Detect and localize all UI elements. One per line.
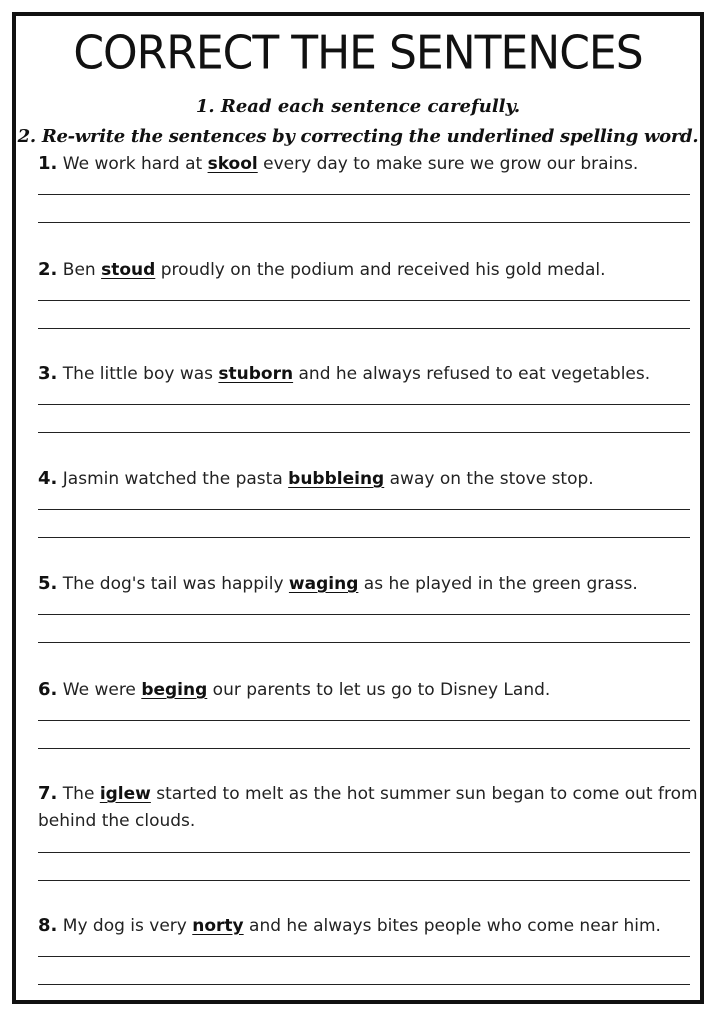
writing-line[interactable] bbox=[38, 880, 690, 881]
misspelled-word: bubbleing bbox=[288, 469, 385, 489]
writing-line[interactable] bbox=[38, 614, 690, 615]
misspelled-word: iglew bbox=[99, 784, 151, 804]
question-1: 1. We work hard at skool every day to make sure we grow our brains. bbox=[38, 153, 639, 174]
question-5: 5. The dog's tail was happily waging as he played in the green grass. bbox=[38, 573, 638, 594]
writing-line[interactable] bbox=[38, 404, 690, 405]
instruction-2: 2. Re-write the sentences by correcting the underlined spelling word. bbox=[17, 126, 699, 147]
writing-line[interactable] bbox=[38, 432, 690, 433]
misspelled-word: stuborn bbox=[218, 364, 294, 384]
worksheet-border bbox=[12, 12, 704, 1004]
question-2: 2. Ben stoud proudly on the podium and received his gold medal. bbox=[38, 259, 606, 280]
writing-line[interactable] bbox=[38, 300, 690, 301]
misspelled-word: beging bbox=[141, 680, 208, 700]
question-6: 6. We were beging our parents to let us go to Disney Land. bbox=[38, 679, 551, 700]
writing-line[interactable] bbox=[38, 222, 690, 223]
writing-line[interactable] bbox=[38, 509, 690, 510]
writing-line[interactable] bbox=[38, 537, 690, 538]
misspelled-word: norty bbox=[192, 916, 244, 936]
writing-line[interactable] bbox=[38, 720, 690, 721]
misspelled-word: stoud bbox=[101, 260, 156, 280]
misspelled-word: skool bbox=[207, 154, 258, 174]
page-title: CORRECT THE SENTENCES bbox=[73, 26, 643, 81]
question-8: 8. My dog is very norty and he always bites people who come near him. bbox=[38, 915, 661, 936]
writing-line[interactable] bbox=[38, 956, 690, 957]
writing-line[interactable] bbox=[38, 748, 690, 749]
misspelled-word: waging bbox=[288, 574, 359, 594]
writing-line[interactable] bbox=[38, 984, 690, 985]
question-7: 7. The iglew started to melt as the hot summer sun began to come out from behind the clouds. bbox=[38, 783, 698, 831]
writing-line[interactable] bbox=[38, 642, 690, 643]
writing-line[interactable] bbox=[38, 328, 690, 329]
writing-line[interactable] bbox=[38, 194, 690, 195]
writing-line[interactable] bbox=[38, 852, 690, 853]
question-3: 3. The little boy was stuborn and he always refused to eat vegetables. bbox=[38, 363, 651, 384]
question-4: 4. Jasmin watched the pasta bubbleing away on the stove stop. bbox=[38, 468, 594, 489]
instruction-1: 1. Read each sentence carefully. bbox=[195, 96, 521, 117]
